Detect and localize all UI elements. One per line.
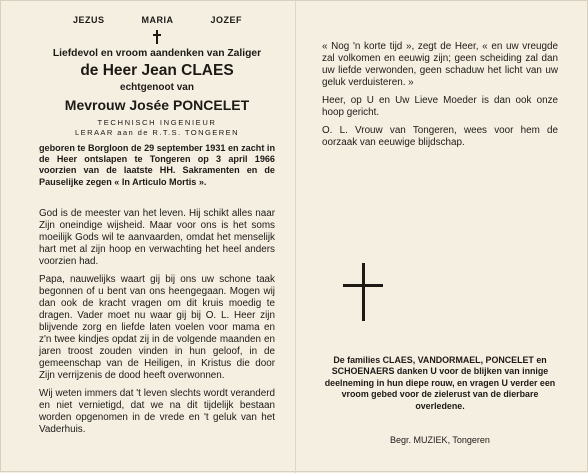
right-paragraph-2: Heer, op U en Uw Lieve Moeder is dan ook onze hoop gericht. [322,95,558,118]
latin-cross-icon [152,30,162,44]
spouse-name: Mevrouw Josée PONCELET [64,97,250,113]
left-body [39,208,275,436]
large-cross-icon [343,263,383,321]
right-paragraph-3: O. L. Vrouw van Tongeren, wees voor hem de oorzaak van eeuwige blijdschap. [322,125,558,148]
right-paragraph-1: « Nog 'n korte tijd », zegt de Heer, « en uw vreugde zal volkomen en eeuwig zijn; geen scheiding zal dan uw liefde verwonden, geen schaduw het licht van uw geluk verduisteren. » [322,41,558,88]
deceased-name: de Heer Jean CLAES [80,62,234,79]
memory-line: Liefdevol en vroom aandenken van Zaliger [52,48,262,59]
left-panel [39,1,275,442]
invocation-jozef: JOZEF [210,15,242,25]
left-paragraph-1: God is de meester van het leven. Hij schikt alles naar Zijn oneindige wijsheid. Maar voor ons is het soms moeilijk Gods wil te aanvaarden, omdat het menselijk hart met al zijn hoop en verwachting het heel anders voorzien had. [39,207,275,267]
biography: geboren te Borgloon de 29 september 1931 en zacht in de Heer ontslapen te Tongeren op 3 april 1966 voorzien van de laatste HH. Sakramenten en de Pauselijke zegen « In Articulo Mortis ». [39,143,275,187]
printer-credit: Begr. MUZIEK, Tongeren [390,435,490,445]
left-paragraph-3: Wij weten immers dat 't leven slechts wordt veranderd en niet vernietigd, dat we na dit tijdelijk bestaan worden opgenomen in de vrede en 't geluk van het Vaderhuis. [39,387,275,435]
right-body [322,41,558,149]
invocation-line [39,15,275,25]
spouse-intro: echtgenoot van [120,82,194,93]
right-panel [322,1,558,155]
profession: TECHNISCH INGENIEUR [97,118,217,127]
family-thanks: De families CLAES, VANDORMAEL, PONCELET en SCHOENAERS danken U voor de blijken van innige deelneming in hun diepe rouw, en vragen U verder een vroom gebed voor de zielerust van de dierbare overledene. [324,355,556,411]
invocation-jezus: JEZUS [73,15,105,25]
fold-line [295,1,296,473]
left-paragraph-2: Papa, nauwelijks waart gij bij ons uw schone taak begonnen of u bent van ons heengegaan. Mogen wij dan ook de kracht vragen om dit kruis moedig te dragen. Vader moet nu waar gij bij O. L. Heer zijn blijvende zorg en liefde laten voelen voor mama en z'n twee kindjes opdat zij in de volgende maanden en jaren troost zouden vinden in hun geloof, in de gemeenschap van de Heiligen, in Kristus die door Zijn verrijzenis de dood heeft overwonnen. [39,273,275,381]
position: LERAAR aan de R.T.S. TONGEREN [75,128,239,137]
invocation-maria: MARIA [141,15,174,25]
